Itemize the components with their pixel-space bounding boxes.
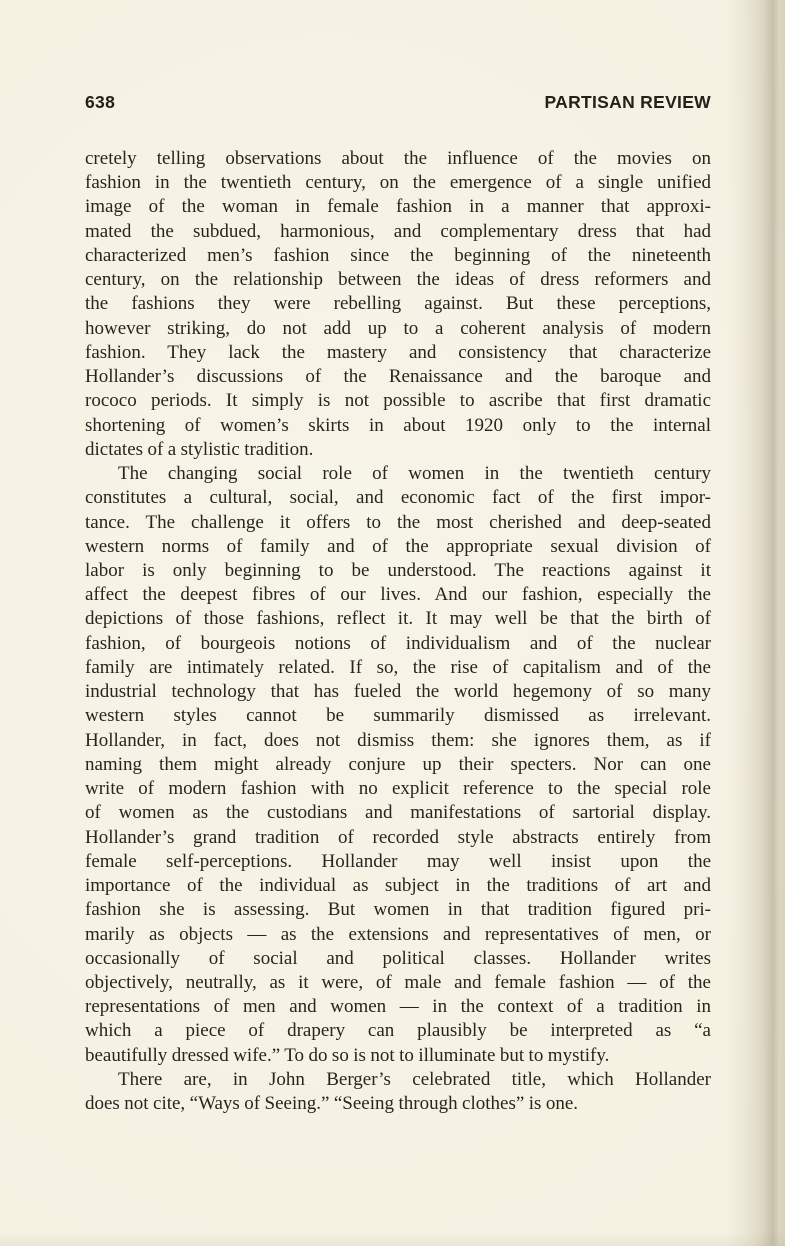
text-line: There are, in John Berger’s celebrated title, which Hollander	[118, 1068, 711, 1090]
page-edge-shadow	[727, 0, 785, 1246]
text-line: industrial technology that has fueled the world hegemony of so many	[85, 681, 711, 703]
text-line: western norms of family and of the appropriate sexual division of	[85, 535, 711, 557]
text-line: image of the woman in female fashion in a manner that approxi-	[85, 196, 711, 218]
text-line: fashion she is assessing. But women in that tradition figured pri-	[85, 899, 711, 921]
journal-title: PARTISAN REVIEW	[544, 92, 711, 112]
text-line: Hollander, in fact, does not dismiss them: she ignores them, as if	[85, 729, 711, 751]
text-line: labor is only beginning to be understood. The reactions against it	[85, 559, 711, 581]
text-line: cretely telling observations about the influence of the movies on	[85, 148, 711, 169]
page-bottom-shade	[0, 1232, 785, 1246]
text-line: fashion in the twentieth century, on the emergence of a single unified	[85, 172, 711, 194]
text-line: depictions of those fashions, reflect it. It may well be that the birth of	[85, 608, 711, 630]
text-line: marily as objects — as the extensions and representatives of men, or	[85, 923, 711, 945]
text-line: mated the subdued, harmonious, and complementary dress that had	[85, 220, 711, 242]
text-line: the fashions they were rebelling against. But these perceptions,	[85, 293, 711, 315]
text-line: Hollander’s grand tradition of recorded style abstracts entirely from	[85, 826, 711, 848]
text-line: Hollander’s discussions of the Renaissance and the baroque and	[85, 366, 711, 388]
text-line: tance. The challenge it offers to the most cherished and deep-seated	[85, 511, 711, 533]
text-line: however striking, do not add up to a coherent analysis of modern	[85, 317, 711, 339]
text-line: shortening of women’s skirts in about 1920 only to the internal	[85, 414, 711, 436]
text-line: of women as the custodians and manifestations of sartorial display.	[85, 802, 711, 824]
page-number: 638	[85, 92, 116, 112]
running-head	[85, 92, 711, 113]
text-line: family are intimately related. If so, the rise of capitalism and of the	[85, 656, 711, 678]
text-line: rococo periods. It simply is not possible to ascribe that first dramatic	[85, 390, 711, 412]
text-line: constitutes a cultural, social, and economic fact of the first impor-	[85, 487, 711, 509]
text-line: female self-perceptions. Hollander may well insist upon the	[85, 850, 711, 872]
text-line: western styles cannot be summarily dismissed as irrelevant.	[85, 705, 711, 727]
text-line: century, on the relationship between the ideas of dress reformers and	[85, 269, 711, 291]
text-line: beautifully dressed wife.” To do so is not to illuminate but to mystify.	[85, 1044, 610, 1066]
text-line: affect the deepest fibres of our lives. And our fashion, especially the	[85, 584, 711, 606]
text-line: which a piece of drapery can plausibly be interpreted as “a	[85, 1020, 711, 1042]
text-line: fashion, of bourgeois notions of individualism and of the nuclear	[85, 632, 711, 654]
text-line: dictates of a stylistic tradition.	[85, 438, 314, 460]
text-line: write of modern fashion with no explicit reference to the special role	[85, 778, 711, 800]
text-line: objectively, neutrally, as it were, of male and female fashion — of the	[85, 971, 711, 993]
text-line: occasionally of social and political classes. Hollander writes	[85, 947, 711, 969]
text-line: characterized men’s fashion since the beginning of the nineteenth	[85, 244, 711, 266]
body-text-block	[85, 147, 711, 1116]
text-line: representations of men and women — in the context of a tradition in	[85, 996, 711, 1018]
text-line: The changing social role of women in the twentieth century	[118, 463, 711, 485]
text-line: does not cite, “Ways of Seeing.” “Seeing through clothes” is one.	[85, 1093, 579, 1115]
text-line: importance of the individual as subject in the traditions of art and	[85, 875, 711, 897]
text-line: fashion. They lack the mastery and consistency that characterize	[85, 341, 711, 363]
text-line: naming them might already conjure up their specters. Nor can one	[85, 753, 711, 775]
